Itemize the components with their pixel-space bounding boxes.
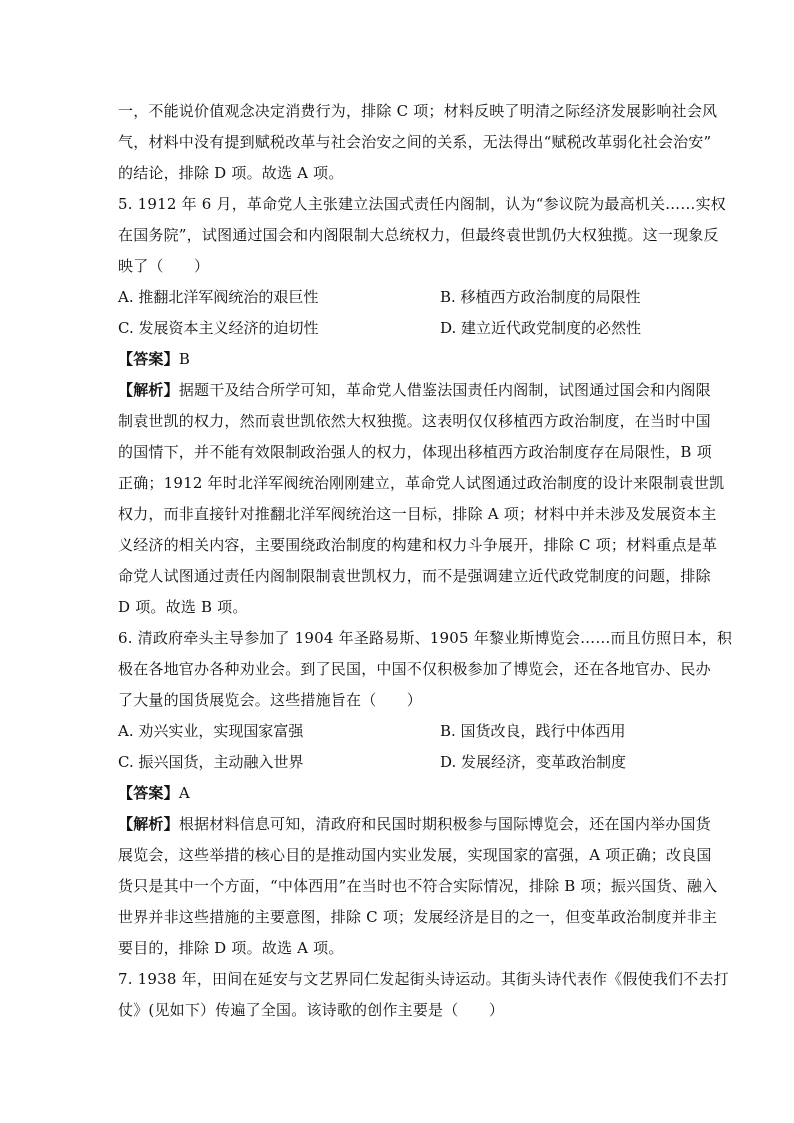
option-c[interactable]: C. 发展资本主义经济的迫切性 — [118, 319, 319, 337]
analysis-line: D 项。故选 B 项。 — [118, 598, 248, 616]
answer-label: 【答案】 — [118, 784, 179, 802]
question-stem-line: 5. 1912 年 6 月，革命党人主张建立法国式责任内阁制，认为“参议院为最高机关……实权 — [118, 195, 726, 213]
analysis-line: 命党人试图通过责任内阁制限制袁世凯权力，而不是强调建立近代政党制度的问题，排除 — [118, 567, 711, 585]
analysis-line: 正确；1912 年时北洋军阀统治刚刚建立，革命党人试图通过政治制度的设计来限制袁世凯 — [118, 474, 725, 492]
analysis-text: 据题干及结合所学可知，革命党人借鉴法国责任内阁制，试图通过国会和内阁限 — [178, 381, 711, 399]
analysis-line: 世界并非这些措施的主要意图，排除 C 项；发展经济是目的之一，但变革政治制度并非主 — [118, 908, 718, 926]
answer-line — [118, 344, 678, 375]
text-line: 的结论，排除 D 项。故选 A 项。 — [118, 164, 344, 182]
analysis-line — [118, 375, 711, 406]
analysis-label: 【解析】 — [118, 815, 179, 833]
analysis-line: 货只是其中一个方面，“中体西用”在当时也不符合实际情况，排除 B 项；振兴国货、融入 — [118, 877, 718, 895]
analysis-label: 【解析】 — [118, 381, 179, 399]
document-page — [118, 96, 733, 1026]
analysis-line: 义经济的相关内容，主要围绕政治制度的构建和权力斗争展开，排除 C 项；材料重点是革 — [118, 536, 718, 554]
analysis-text: 根据材料信息可知，清政府和民国时期积极参与国际博览会，还在国内举办国货 — [178, 815, 711, 833]
text-line: 气，材料中没有提到赋税改革与社会治安之间的关系，无法得出“赋税改革弱化社会治安” — [118, 133, 712, 151]
options-row — [118, 313, 678, 344]
question-7 — [118, 964, 729, 1026]
question-6 — [118, 623, 733, 964]
question-stem-line: 仗》(见如下）传遍了全国。该诗歌的创作主要是（ ） — [118, 1001, 505, 1019]
options-row — [118, 747, 678, 778]
option-b[interactable]: B. 移植西方政治制度的局限性 — [440, 288, 641, 306]
analysis-line — [118, 809, 711, 840]
answer-line — [118, 778, 678, 809]
analysis-line: 制袁世凯的权力，然而袁世凯依然大权独揽。这表明仅仅移植西方政治制度，在当时中国 — [118, 412, 711, 430]
question-stem-line: 6. 清政府牵头主导参加了 1904 年圣路易斯、1905 年黎业斯博览会……而且仿照日本，积 — [118, 629, 733, 647]
option-a[interactable]: A. 劝兴实业，实现国家富强 — [118, 722, 304, 740]
answer-label: 【答案】 — [118, 350, 179, 368]
options-row — [118, 716, 678, 747]
option-a[interactable]: A. 推翻北洋军阀统治的艰巨性 — [118, 288, 319, 306]
option-c[interactable]: C. 振兴国货，主动融入世界 — [118, 753, 304, 771]
analysis-line: 要目的，排除 D 项。故选 A 项。 — [118, 939, 344, 957]
intro-paragraph — [118, 96, 718, 189]
analysis-line: 的国情下，并不能有效限制政治强人的权力，体现出移植西方政治制度存在局限性，B 项 — [118, 443, 712, 461]
question-5 — [118, 189, 726, 623]
option-b[interactable]: B. 国货改良，践行中体西用 — [440, 722, 626, 740]
option-d[interactable]: D. 发展经济，变革政治制度 — [440, 753, 627, 771]
option-d[interactable]: D. 建立近代政党制度的必然性 — [440, 319, 642, 337]
question-stem-line: 了大量的国货展览会。这些措施旨在（ ） — [118, 691, 423, 709]
analysis-line: 展览会，这些举措的核心目的是推动国内实业发展，实现国家的富强，A 项正确；改良国 — [118, 846, 712, 864]
question-stem-line: 在国务院”，试图通过国会和内阁限制大总统权力，但最终袁世凯仍大权独揽。这一现象反 — [118, 226, 719, 244]
question-stem-line: 映了（ ） — [118, 257, 210, 275]
question-stem-line: 极在各地官办各种劝业会。到了民国，中国不仅积极参加了博览会，还在各地官办、民办 — [118, 660, 711, 678]
question-stem-line: 7. 1938 年，田间在延安与文艺界同仁发起街头诗运动。其街头诗代表作《假使我们不去打 — [118, 970, 729, 988]
options-row — [118, 282, 678, 313]
answer-value: A — [178, 784, 190, 802]
text-line: 一，不能说价值观念决定消费行为，排除 C 项；材料反映了明清之际经济发展影响社会风 — [118, 102, 718, 120]
analysis-line: 权力，而非直接针对推翻北洋军阀统治这一目标，排除 A 项；材料中并未涉及发展资本主 — [118, 505, 717, 523]
answer-value: B — [178, 350, 191, 368]
